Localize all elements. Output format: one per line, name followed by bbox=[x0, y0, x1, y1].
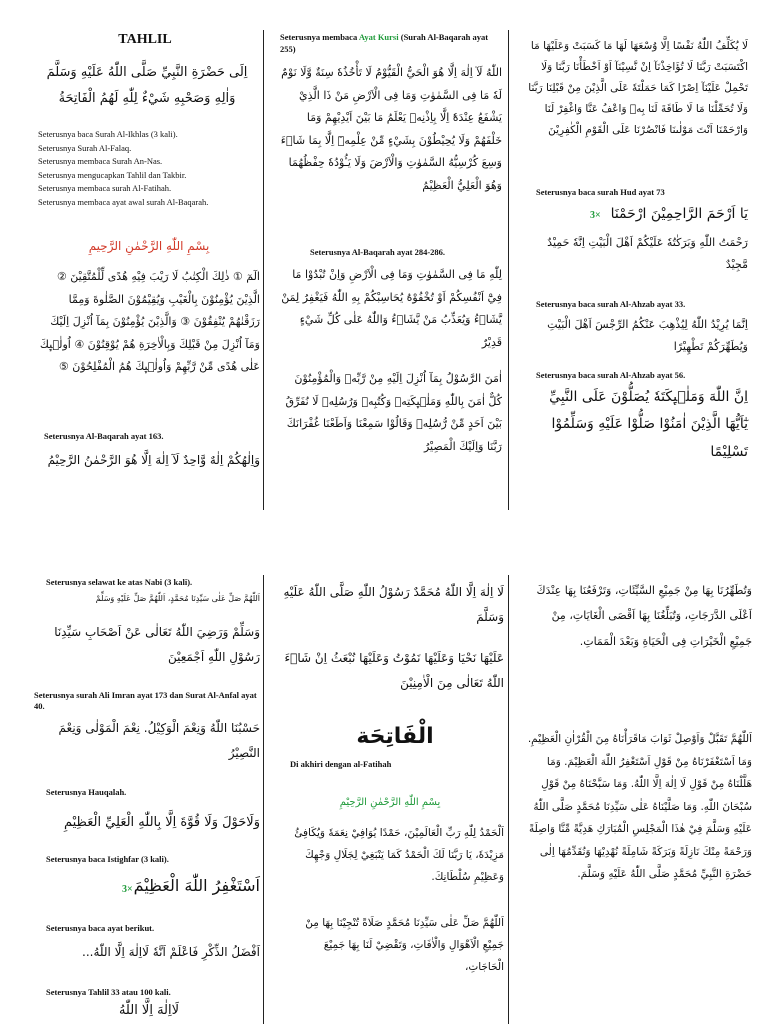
section-heading: Seterusnya baca surah Al-Ahzab ayat 33. bbox=[536, 299, 686, 309]
repeat-mark: 3× bbox=[122, 884, 133, 895]
fatihah-title: الْفَاتِحَة bbox=[356, 724, 434, 749]
instruction-item: Seterusnya Surah Al-Falaq. bbox=[38, 142, 132, 153]
section-heading: Di akhiri dengan al-Fatihah bbox=[290, 759, 392, 769]
section-heading: Seterusnya surah Ali Imran ayat 173 dan Surat Al-Anfal ayat 40. bbox=[34, 690, 257, 712]
section-heading: Seterusnya Hauqalah. bbox=[46, 787, 127, 797]
hud-line bbox=[526, 202, 748, 227]
selawat-continuation: وَتُطَهِّرُنَا بِهَا مِنْ جَمِيْعِ السَّيِّئَاتِ، وَتَرْفَعُنَا بِهَا عِنْدَكَ اَعْلَى الدَّرَجَاتِ، وَتُبَلِّغُنَا بِهَا اَقْصَى الْغَايَاتِ، مِنْ جَمِيْعِ الْخَيْرَاتِ فِى الْحَيَاةِ وَبَعْدَ الْمَمَاتِ. bbox=[536, 584, 752, 648]
instruction-item: Seterusnya baca Surah Al-Ikhlas (3 kali). bbox=[38, 129, 178, 139]
baqarah-284: لِلّٰهِ مَا فِى السَّمٰوٰتِ وَمَا فِى الْاَرْضِ وَاِنْ تُبْدُوْا مَا فِيْٓ اَنْفُسِكُمْ اَوْ تُخْفُوْهُ يُحَاسِبْكُمْ بِهِ اللّٰهُ فَيَغْفِرُ لِمَنْ يَّشَاۤءُ وَيُعَذِّبُ مَنْ يَّشَاۤءُ وَاللّٰهُ عَلٰى كُلِّ شَيْءٍ قَدِيْرٌ bbox=[281, 268, 502, 349]
baqarah-163: وَاِلٰهُكُمْ اِلٰهٌ وَّاحِدٌ لَآ اِلٰهَ اِلَّا هُوَ الرَّحْمٰنُ الرَّحِيْمُ bbox=[47, 453, 260, 467]
section-heading: Seterusnya baca surah Al-Ahzab ayat 56. bbox=[536, 370, 686, 380]
section-heading: Seterusnya selawat ke atas Nabi (3 kali). bbox=[46, 577, 193, 587]
ayat-kursi: اللّٰهُ لَآ اِلٰهَ اِلَّا هُوَ الْحَيُّ الْقَيُّوْمُ لَا تَأْخُذُهٗ سِنَةٌ وَّلَا نَوْمٌ لَهٗ مَا فِى السَّمٰوٰتِ وَمَا فِى الْاَرْضِ مَنْ ذَا الَّذِيْ يَشْفَعُ عِنْدَهٗٓ اِلَّا بِاِذْنِهٖ يَعْلَمُ مَا بَيْنَ اَيْدِيْهِمْ وَمَا خَلْفَهُمْ وَلَا يُحِيْطُوْنَ بِشَيْءٍ مِّنْ عِلْمِهٖٓ اِلَّا بِمَا شَاۤءَ وَسِعَ كُرْسِيُّهُ السَّمٰوٰتِ وَالْاَرْضَ وَلَا يَـُٔوْدُهٗ حِفْظُهُمَا وَهُوَ الْعَلِيُّ الْعَظِيْمُ bbox=[280, 66, 502, 192]
column-divider bbox=[263, 30, 264, 510]
opening-dedication: اِلَى حَضْرَةِ النَّبِيِّ صَلَّى اللّٰهُ عَلَيْهِ وَسَلَّمَ وَاٰلِهِ وَصَحْبِهِ شَيْءٌ لِلّٰهِ لَهُمُ الْفَاتِحَةُ bbox=[46, 65, 248, 106]
section-heading bbox=[280, 32, 500, 56]
basmalah: بِسْمِ اللّٰهِ الرَّحْمٰنِ الرَّحِيمِ bbox=[88, 239, 210, 253]
heading-highlight: Ayat Kursi bbox=[358, 32, 399, 42]
hud-73-line2: رَحْمَتُ اللّٰهِ وَبَرَكٰتُهٗ عَلَيْكُمْ اَهْلَ الْبَيْتِ اِنَّهٗ حَمِيْدٌ مَّجِيْدٌ bbox=[547, 236, 748, 271]
column-divider bbox=[508, 30, 509, 510]
repeat-mark: 3× bbox=[590, 210, 601, 221]
istighfar-line bbox=[38, 872, 260, 900]
dua-aliha: عَلَيْهَا نَحْيَا وَعَلَيْهَا نَمُوْتُ وَعَلَيْهَا نُبْعَثُ اِنْ شَاۤءَ اللّٰهُ تَعَالٰى مِنَ الْاٰمِنِيْنَ bbox=[284, 651, 504, 691]
instruction-item: Seterusnya membaca ayat awal surah Al-Baqarah. bbox=[38, 196, 209, 207]
hamdalah: اَلْحَمْدُ لِلّٰهِ رَبِّ الْعَالَمِيْنَ، حَمْدًا يُوَافِيْ نِعَمَهٗ وَيُكَافِئُ مَزِيْدَهٗ، يَا رَبَّنَا لَكَ الْحَمْدُ كَمَا يَنْبَغِيْ لِجَلَالِ وَجْهِكَ وَعَظِيْمِ سُلْطَانِكَ. bbox=[294, 827, 504, 884]
instruction-item: Seterusnya membaca Surah An-Nas. bbox=[38, 156, 163, 167]
tahlil: لَااِلٰهَ اِلَّا اللّٰهُ bbox=[118, 1003, 180, 1018]
hud-73-line1: يَا اَرْحَمَ الرَّاحِمِيْنَ ارْحَمْنَا bbox=[610, 206, 748, 222]
instruction-item: Seterusnya mengucapkan Tahlil dan Takbir. bbox=[38, 169, 187, 180]
baqarah-285: اٰمَنَ الرَّسُوْلُ بِمَآ اُنْزِلَ اِلَيْهِ مِنْ رَّبِّهٖ وَالْمُؤْمِنُوْنَ كُلٌّ اٰمَنَ بِاللّٰهِ وَمَلٰۤىِٕكَتِهٖ وَكُتُبِهٖ وَرُسُلِهٖ لَا نُفَرِّقُ بَيْنَ اَحَدٍ مِّنْ رُّسُلِهٖ وَقَالُوْا سَمِعْنَا وَاَطَعْنَا غُفْرَانَكَ رَبَّنَا وَاِلَيْكَ الْمَصِيْرُ bbox=[285, 372, 502, 453]
section-heading: Seterusnya Al-Baqarah ayat 284-286. bbox=[310, 247, 446, 257]
section-heading: Seterusnya baca surah Hud ayat 73 bbox=[536, 187, 665, 197]
ahzab-56: اِنَّ اللّٰهَ وَمَلٰۤىِٕكَتَهٗ يُصَلُّوْنَ عَلَى النَّبِيِّ يٰٓاَيُّهَا الَّذِيْنَ اٰمَنُوْا صَلُّوْا عَلَيْهِ وَسَلِّمُوْا تَسْلِيْمًا bbox=[549, 389, 748, 460]
page-title: TAHLIL bbox=[118, 32, 172, 47]
ali-imran-173: حَسْبُنَا اللّٰهُ وَنِعْمَ الْوَكِيْلُ. نِعْمَ الْمَوْلٰى وَنِعْمَ النَّصِيْرُ bbox=[58, 721, 260, 761]
selawat-short: اَللّٰهُمَّ صَلِّ عَلٰى سَيِّدِنَا مُحَمَّدٍ، اَللّٰهُمَّ صَلِّ عَلَيْهِ وَسَلِّمْ bbox=[95, 594, 260, 603]
selawat-munjiyat: اَللّٰهُمَّ صَلِّ عَلٰى سَيِّدِنَا مُحَمَّدٍ صَلَاةً تُنْجِيْنَا بِهَا مِنْ جَمِيْعِ الْاَهْوَالِ وَالْاٰفَاتِ، وَتَقْضِيْ لَنَا بِهَا جَمِيْعَ الْحَاجَاتِ، bbox=[305, 917, 504, 974]
section-heading: Seterusnya baca Istighfar (3 kali). bbox=[46, 854, 169, 864]
selawat-full: وَسَلِّمْ وَرَضِيَ اللّٰهُ تَعَالٰى عَنْ اَصْحَابِ سَيِّدِنَا رَسُوْلِ اللّٰهِ اَجْمَعِيْنَ bbox=[54, 625, 260, 665]
section-heading: Seterusnya Tahlil 33 atau 100 kali. bbox=[46, 987, 171, 997]
shahada: لَا اِلٰهَ اِلَّا اللّٰهُ مُحَمَّدٌ رَسُوْلُ اللّٰهِ صَلَّى اللّٰهُ عَلَيْهِ وَسَلَّمَ bbox=[283, 585, 504, 625]
baqarah-286: لَا يُكَلِّفُ اللّٰهُ نَفْسًا اِلَّا وُسْعَهَا لَهَا مَا كَسَبَتْ وَعَلَيْهَا مَا اكْتَسَبَتْ رَبَّنَا لَا تُؤَاخِذْنَآ اِنْ نَّسِيْنَآ اَوْ اَخْطَأْنَا رَبَّنَا وَلَا تَحْمِلْ عَلَيْنَآ اِصْرًا كَمَا حَمَلْتَهٗ عَلَى الَّذِيْنَ مِنْ قَبْلِنَا رَبَّنَا وَلَا تُحَمِّلْنَا مَا لَا طَاقَةَ لَنَا بِهٖ وَاعْفُ عَنَّا وَاغْفِرْ لَنَا وَارْحَمْنَا اَنْتَ مَوْلٰىنَا فَانْصُرْنَا عَلَى الْقَوْمِ الْكٰفِرِيْنَ bbox=[528, 40, 748, 136]
column-divider bbox=[263, 575, 264, 1024]
instruction-list bbox=[38, 128, 260, 210]
heading-text: (Surah Al-Baqarah ayat 255) bbox=[280, 32, 489, 54]
istighfar: اَسْتَغْفِرُ اللّٰهَ الْعَظِيْمَ bbox=[133, 876, 260, 895]
basmalah: بِسْمِ اللّٰهِ الرَّحْمٰنِ الرَّحِيْمِ bbox=[339, 797, 441, 808]
baqarah-opening-verses: الٓمٓ ① ذٰلِكَ الْكِتٰبُ لَا رَيْبَ فِيْهِ هُدًى لِّلْمُتَّقِيْنَ ② الَّذِيْنَ يُؤْمِنُوْنَ بِالْغَيْبِ وَيُقِيْمُوْنَ الصَّلٰوةَ وَمِمَّا رَزَقْنٰهُمْ يُنْفِقُوْنَ ③ وَالَّذِيْنَ يُؤْمِنُوْنَ بِمَآ اُنْزِلَ اِلَيْكَ وَمَآ اُنْزِلَ مِنْ قَبْلِكَ وَبِالْاٰخِرَةِ هُمْ يُوْقِنُوْنَ ④ اُولٰۤىِٕكَ عَلٰى هُدًى مِّنْ رَّبِّهِمْ وَاُولٰۤىِٕكَ هُمُ الْمُفْلِحُوْنَ ⑤ bbox=[39, 270, 260, 374]
ahzab-33: اِنَّمَا يُرِيْدُ اللّٰهُ لِيُذْهِبَ عَنْكُمُ الرِّجْسَ اَهْلَ الْبَيْتِ وَيُطَهِّرَكُمْ تَطْهِيْرًا bbox=[547, 318, 748, 353]
heading-text: Seterusnya membaca bbox=[280, 32, 359, 42]
afdhal-dhikr: اَفْضَلُ الذِّكْرِ فَاعْلَمْ اَنَّهٗ لَااِلٰهَ اِلَّا اللّٰهُ... bbox=[82, 945, 260, 959]
hauqalah: وَلَاحَوْلَ وَلَا قُوَّةَ اِلَّا بِاللّٰهِ الْعَلِيِّ الْعَظِيْمِ bbox=[63, 815, 260, 830]
column-divider bbox=[508, 575, 509, 1024]
section-heading: Seterusnya baca ayat berikut. bbox=[46, 923, 155, 933]
section-heading: Seterusnya Al-Baqarah ayat 163. bbox=[44, 431, 164, 441]
instruction-item: Seterusnya membaca surah Al-Fatihah. bbox=[38, 183, 172, 194]
closing-dua: اَللّٰهُمَّ تَقَبَّلْ وَاَوْصِلْ ثَوَابَ مَاقَرَأْنَاهُ مِنَ الْقُرْاٰنِ الْعَظِيْمِ. وَمَا اَسْتَغْفَرْنَاهُ مِنْ قَوْلِ اَسْتَغْفِرُ اللّٰهَ الْعَظِيْمَ. وَمَا هَلَّلْنَاهُ مِنْ قَوْلِ لَا اِلٰهَ اِلَّا اللّٰهُ. وَمَا سَبَّحْنَاهُ مِنْ قَوْلِ سُبْحَانَ اللّٰهِ. وَمَا صَلَّيْنَاهُ عَلٰى سَيِّدِنَا مُحَمَّدٍ صَلَّى اللّٰهُ عَلَيْهِ وَسَلَّمَ فِيْ هٰذَا الْمَجْلِسِ الْمُبَارَكِ هَدِيَّةً مِّنَّا وَاصِلَةً وَرَحْمَةً مِنْكَ نَازِلَةً وَبَرَكَةً شَامِلَةً نُهْدِيْهَا وَنُقَدِّمُهَا اِلٰى حَضْرَةِ النَّبِيِّ مُحَمَّدٍ صَلَّى اللّٰهُ عَلَيْهِ وَسَلَّمَ. bbox=[527, 733, 752, 881]
